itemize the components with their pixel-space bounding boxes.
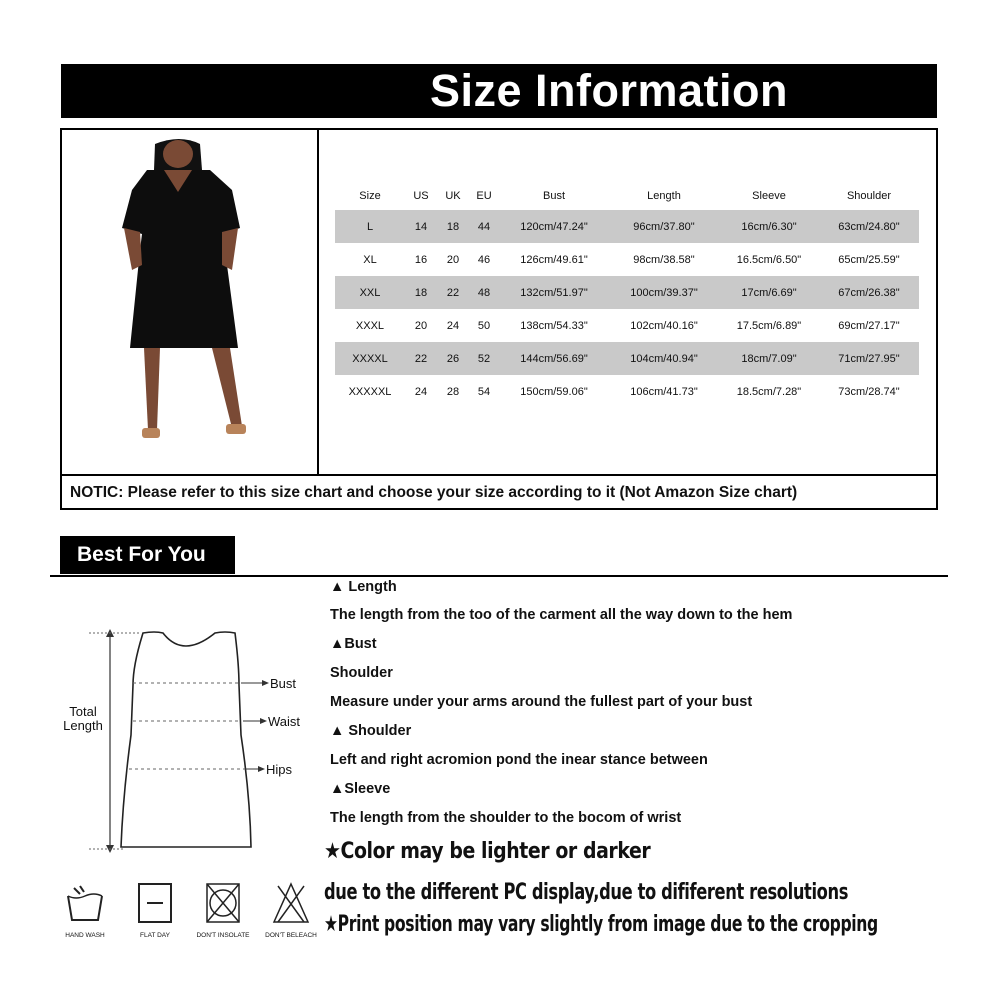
flat-dry-label: FLAT DAY	[140, 932, 170, 939]
table-cell: 24	[414, 385, 428, 398]
no-bleach-icon	[256, 880, 326, 930]
bust-description: Measure under your arms around the fullest part of your bust	[330, 694, 753, 710]
table-cell: 71cm/27.95"	[819, 342, 919, 375]
length-heading: ▲ Length	[330, 579, 397, 595]
col-us: US	[413, 190, 429, 202]
print-note: ★Print position may vary slightly from image due to the cropping	[324, 912, 878, 937]
table-cell: 28	[446, 385, 460, 398]
table-cell: 17cm/6.69"	[719, 276, 819, 309]
best-for-you-tab: Best For You	[60, 536, 235, 574]
table-cell: 46	[477, 253, 491, 266]
table-cell: 98cm/38.58"	[633, 253, 695, 266]
table-cell: 126cm/49.61"	[520, 253, 588, 266]
table-cell: 26	[437, 342, 469, 375]
table-cell: XXXL	[355, 319, 385, 332]
table-cell: XXL	[335, 276, 405, 309]
table-cell: 52	[469, 342, 499, 375]
bust-heading: ▲Bust	[330, 636, 377, 652]
table-cell: 138cm/54.33"	[520, 319, 588, 332]
flat-dry-care	[120, 880, 190, 950]
table-cell: 48	[469, 276, 499, 309]
flat-dry-icon	[120, 880, 190, 930]
table-cell: 96cm/37.80"	[609, 210, 719, 243]
total-label: Total	[69, 704, 97, 719]
table-cell: XXXXL	[335, 342, 405, 375]
table-row	[335, 276, 919, 309]
table-cell: 18.5cm/7.28"	[736, 385, 802, 398]
color-note: ★Color may be lighter or darker	[324, 839, 651, 864]
table-cell: 18	[437, 210, 469, 243]
page-title: Size Information	[430, 65, 789, 116]
table-cell: 104cm/40.94"	[609, 342, 719, 375]
hand-wash-icon	[50, 880, 120, 930]
no-bleach-label: DON'T BELEACH	[265, 932, 317, 939]
table-cell: 102cm/40.16"	[630, 319, 698, 332]
no-bleach-care	[256, 880, 326, 950]
table-cell: 144cm/56.69"	[499, 342, 609, 375]
col-sleeve: Sleeve	[752, 190, 786, 202]
table-row	[335, 243, 919, 276]
table-cell: 18cm/7.09"	[719, 342, 819, 375]
table-cell: 69cm/27.17"	[838, 319, 900, 332]
total-length-label	[59, 705, 107, 733]
length-description: The length from the too of the carment all the way down to the hem	[330, 607, 793, 623]
table-cell: 16	[414, 253, 428, 266]
table-row	[335, 342, 919, 375]
vertical-divider	[317, 130, 319, 474]
table-cell: 132cm/51.97"	[499, 276, 609, 309]
table-cell: 50	[477, 319, 491, 332]
table-cell: 65cm/25.59"	[838, 253, 900, 266]
table-cell: 24	[446, 319, 460, 332]
hand-wash-care	[50, 880, 120, 950]
no-insolate-label: DON'T INSOLATE	[196, 932, 250, 939]
bust-label: Bust	[270, 676, 297, 691]
section-rule	[50, 575, 948, 577]
measurement-diagram	[55, 625, 335, 860]
model-photo	[62, 130, 317, 474]
col-bust: Bust	[542, 190, 565, 202]
table-cell: 20	[446, 253, 460, 266]
table-cell: 73cm/28.74"	[838, 385, 900, 398]
hips-label: Hips	[266, 762, 293, 777]
size-table	[335, 182, 919, 408]
length-label: Length	[63, 718, 103, 733]
table-cell: 20	[414, 319, 428, 332]
table-cell: 54	[477, 385, 491, 398]
table-row	[335, 210, 919, 243]
table-cell: 16.5cm/6.50"	[736, 253, 802, 266]
shoulder-description: Left and right acromion pond the inear stance between	[330, 752, 708, 768]
size-notice: NOTIC: Please refer to this size chart and choose your size according to it (Not Amazon Size chart)	[70, 484, 798, 501]
shoulder-heading: ▲ Shoulder	[330, 723, 412, 739]
no-sun-care	[188, 880, 258, 950]
col-size: Size	[359, 190, 381, 202]
table-row	[335, 375, 919, 408]
table-cell: 120cm/47.24"	[499, 210, 609, 243]
table-cell: 44	[469, 210, 499, 243]
table-cell: 106cm/41.73"	[630, 385, 698, 398]
table-cell: 150cm/59.06"	[520, 385, 588, 398]
table-cell: 14	[405, 210, 437, 243]
hand-wash-label: HAND WASH	[65, 932, 105, 939]
size-table-header	[335, 182, 919, 210]
col-length: Length	[647, 190, 681, 202]
sleeve-heading: ▲Sleeve	[330, 781, 391, 797]
table-cell: 22	[437, 276, 469, 309]
table-cell: 100cm/39.37"	[609, 276, 719, 309]
table-cell: 22	[405, 342, 437, 375]
table-cell: 17.5cm/6.89"	[736, 319, 802, 332]
table-cell: 18	[405, 276, 437, 309]
table-cell: XL	[363, 253, 377, 266]
table-cell: XXXXXL	[348, 385, 392, 398]
display-note: due to the different PC display,due to dififerent resolutions	[324, 880, 849, 905]
size-chart-box	[60, 128, 938, 510]
sleeve-description: The length from the shoulder to the bocom of wrist	[330, 810, 682, 826]
table-cell: L	[335, 210, 405, 243]
waist-label: Waist	[268, 714, 301, 729]
table-row	[335, 309, 919, 342]
table-cell: 16cm/6.30"	[719, 210, 819, 243]
col-shoulder: Shoulder	[846, 190, 892, 202]
bust-subheading: Shoulder	[330, 665, 393, 681]
no-insolate-icon	[188, 880, 258, 930]
table-cell: 67cm/26.38"	[819, 276, 919, 309]
table-cell: 63cm/24.80"	[819, 210, 919, 243]
col-eu: EU	[476, 190, 492, 202]
col-uk: UK	[445, 190, 461, 202]
